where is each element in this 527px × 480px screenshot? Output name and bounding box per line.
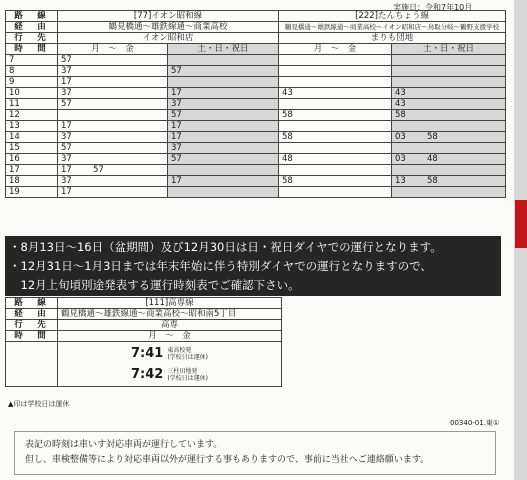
right-holiday-minutes: [392, 176, 506, 187]
right-weekday-header: 月 ～ 金: [279, 44, 392, 55]
hour-row: [6, 77, 506, 88]
right-weekday-minutes: [279, 165, 392, 176]
departure-minute: 48: [282, 154, 293, 164]
hour-row: [6, 110, 506, 121]
hour-row: [6, 66, 506, 77]
kosen-dest-label: 行 先: [6, 320, 58, 331]
kosen-trip-note-origin: 東高校発: [167, 346, 192, 354]
hour-cell: 11: [6, 99, 58, 110]
kosen-trips: [58, 342, 282, 387]
right-weekday-minutes: [279, 176, 392, 187]
left-weekday-minutes: [58, 187, 168, 198]
departure-minute: 17: [171, 121, 182, 131]
main-timetable: [5, 10, 506, 198]
kosen-trip: [61, 364, 278, 385]
departure-minute: 57: [61, 55, 72, 65]
hour-cell: 9: [6, 77, 58, 88]
left-weekday-minutes: [58, 77, 168, 88]
time-label: 時 間: [6, 44, 58, 55]
kosen-timetable: [5, 297, 282, 387]
departure-minute: 43: [282, 88, 293, 98]
departure-minute: 13: [395, 176, 406, 186]
route-right-name: [222]たんちょう線: [279, 11, 506, 22]
effective-date: 実施日：令和7年10月: [393, 3, 473, 12]
hour-row: [6, 132, 506, 143]
hour-row: [6, 187, 506, 198]
departure-minute: 17: [61, 187, 72, 197]
right-holiday-minutes: [392, 154, 506, 165]
hour-cell: 12: [6, 110, 58, 121]
kosen-trip-note: [167, 368, 208, 382]
right-weekday-minutes: [279, 110, 392, 121]
right-weekday-minutes: [279, 143, 392, 154]
departure-minute: 37: [61, 88, 72, 98]
kosen-trip-note-origin: 三柱田地発: [167, 367, 198, 375]
route-left-name: [77]イオン昭和線: [58, 11, 279, 22]
kosen-dest: 高専: [58, 320, 282, 331]
right-weekday-minutes: [279, 187, 392, 198]
hour-row: [6, 88, 506, 99]
kosen-trip-time: 7:41: [130, 345, 164, 361]
departure-minute: 57: [171, 66, 182, 76]
route-left-dest: イオン昭和店: [58, 33, 279, 44]
kosen-trip-time: 7:42: [130, 366, 164, 382]
right-holiday-minutes: [392, 66, 506, 77]
kosen-trip-note-suspend: (学校日は運休): [167, 374, 209, 382]
right-holiday-minutes: [392, 77, 506, 88]
kosen-time-label: 時 間: [6, 331, 58, 342]
departure-minute: 57: [61, 99, 72, 109]
departure-minute: 43: [395, 88, 406, 98]
right-holiday-minutes: [392, 121, 506, 132]
left-holiday-minutes: [168, 165, 279, 176]
notice-line-2: ・12月31日～1月3日までは年末年始に伴う特別ダイヤでの運行となりますので、: [9, 259, 432, 273]
hour-cell: 7: [6, 55, 58, 66]
left-weekday-minutes: [58, 154, 168, 165]
hour-cell: 16: [6, 154, 58, 165]
notice-line-1: ・8月13日～16日（盆期間）及び12月30日は日・祝日ダイヤでの運行となります。: [9, 240, 442, 254]
departure-minute: 37: [61, 154, 72, 164]
kosen-trip-note: [167, 347, 208, 361]
departure-minute: 58: [282, 132, 293, 142]
left-holiday-minutes: [168, 88, 279, 99]
left-holiday-minutes: [168, 176, 279, 187]
hour-row: [6, 99, 506, 110]
departure-minute: 17: [171, 88, 182, 98]
left-weekday-minutes: [58, 99, 168, 110]
left-weekday-header: 月 ～ 金: [58, 44, 168, 55]
right-weekday-minutes: [279, 55, 392, 66]
departure-minute: 17: [61, 77, 72, 87]
right-holiday-minutes: [392, 88, 506, 99]
left-weekday-minutes: [58, 132, 168, 143]
left-weekday-minutes: [58, 55, 168, 66]
departure-minute: 17: [61, 121, 72, 131]
left-holiday-minutes: [168, 110, 279, 121]
kosen-trip-note-suspend: (学校日は運休): [167, 353, 209, 361]
right-holiday-minutes: [392, 132, 506, 143]
kosen-day-row: [6, 331, 282, 342]
left-holiday-header: 土・日・祝日: [168, 44, 279, 55]
notes-line-2: 但し、車検整備等により対応車両以外が運行する事もありますので、事前に当社へご連絡願います。: [25, 455, 430, 465]
right-holiday-minutes: [392, 99, 506, 110]
departure-minute: 58: [395, 110, 406, 120]
route-left-via: 鶴見橋通～雄鉄線通～商業高校: [58, 22, 279, 33]
wheelchair-notes: [14, 431, 496, 475]
left-weekday-minutes: [58, 121, 168, 132]
kosen-trips-row: [6, 342, 282, 387]
left-weekday-minutes: [58, 165, 168, 176]
departure-minute: 57: [171, 154, 182, 164]
dest-row: [6, 33, 506, 44]
document-code: 00340-01.東①: [450, 419, 500, 427]
departure-minute: 37: [171, 143, 182, 153]
left-weekday-minutes: [58, 88, 168, 99]
right-holiday-minutes: [392, 187, 506, 198]
red-tab: [515, 200, 527, 248]
legend-note: ▲印は学校日は運休: [8, 400, 70, 408]
left-weekday-minutes: [58, 176, 168, 187]
hour-row: [6, 176, 506, 187]
right-weekday-minutes: [279, 77, 392, 88]
departure-minute: 58: [282, 110, 293, 120]
left-holiday-minutes: [168, 99, 279, 110]
kosen-via: 鶴見橋通～雄鉄線通～商業高校～昭和南5丁目: [58, 309, 282, 320]
kosen-trips-spacer: [6, 342, 58, 387]
hour-cell: 13: [6, 121, 58, 132]
kosen-route-row: [6, 298, 282, 309]
left-weekday-minutes: [58, 110, 168, 121]
kosen-trip: [61, 343, 278, 364]
departure-minute: 58: [427, 176, 438, 186]
route-right-via: 鶴見橋通～雄鉄線通～商業高校～イオン昭和店～鳥取分岐～鶴野支援学校: [279, 22, 506, 33]
left-holiday-minutes: [168, 66, 279, 77]
right-holiday-minutes: [392, 165, 506, 176]
right-holiday-minutes: [392, 143, 506, 154]
hour-row: [6, 55, 506, 66]
hour-cell: 8: [6, 66, 58, 77]
departure-minute: 03: [395, 154, 406, 164]
departure-minute: 17: [171, 132, 182, 142]
right-weekday-minutes: [279, 66, 392, 77]
left-weekday-minutes: [58, 66, 168, 77]
hour-cell: 14: [6, 132, 58, 143]
departure-minute: 58: [427, 132, 438, 142]
left-holiday-minutes: [168, 187, 279, 198]
right-holiday-minutes: [392, 55, 506, 66]
left-holiday-minutes: [168, 132, 279, 143]
departure-minute: 03: [395, 132, 406, 142]
departure-minute: 37: [61, 176, 72, 186]
right-weekday-minutes: [279, 132, 392, 143]
route-row: [6, 11, 506, 22]
hour-cell: 10: [6, 88, 58, 99]
kosen-via-label: 経 由: [6, 309, 58, 320]
departure-minute: 43: [395, 99, 406, 109]
hour-cell: 19: [6, 187, 58, 198]
departure-minute: 57: [171, 110, 182, 120]
route-right-dest: まりも団地: [279, 33, 506, 44]
hour-cell: 15: [6, 143, 58, 154]
via-row: [6, 22, 506, 33]
left-weekday-minutes: [58, 143, 168, 154]
departure-minute: 37: [171, 99, 182, 109]
departure-minute: 37: [61, 132, 72, 142]
departure-minute: 17: [61, 165, 72, 175]
kosen-route-name: [111]高専線: [58, 298, 282, 309]
route-label: 路 線: [6, 11, 58, 22]
kosen-weekday-header: 月 ～ 金: [58, 331, 282, 342]
hour-cell: 18: [6, 176, 58, 187]
departure-minute: 17: [171, 176, 182, 186]
left-holiday-minutes: [168, 77, 279, 88]
hour-cell: 17: [6, 165, 58, 176]
right-holiday-minutes: [392, 110, 506, 121]
right-weekday-minutes: [279, 99, 392, 110]
hour-row: [6, 154, 506, 165]
hour-row: [6, 121, 506, 132]
left-holiday-minutes: [168, 154, 279, 165]
holiday-notice: [5, 236, 501, 296]
via-label: 経 由: [6, 22, 58, 33]
notes-line-1: 表記の時刻は車いす対応車両が運行しています。: [25, 440, 223, 450]
left-holiday-minutes: [168, 143, 279, 154]
departure-minute: 37: [61, 66, 72, 76]
departure-minute: 57: [61, 143, 72, 153]
right-weekday-minutes: [279, 121, 392, 132]
departure-minute: 57: [93, 165, 104, 175]
dest-label: 行 先: [6, 33, 58, 44]
right-weekday-minutes: [279, 154, 392, 165]
right-weekday-minutes: [279, 88, 392, 99]
departure-minute: 48: [427, 154, 438, 164]
kosen-via-row: [6, 309, 282, 320]
day-header-row: [6, 44, 506, 55]
left-holiday-minutes: [168, 55, 279, 66]
right-holiday-header: 土・日・祝日: [392, 44, 506, 55]
kosen-dest-row: [6, 320, 282, 331]
left-holiday-minutes: [168, 121, 279, 132]
hour-row: [6, 165, 506, 176]
notice-line-3: 12月上旬頃別途発表する運行時刻表でご確認下さい。: [9, 278, 300, 292]
hour-row: [6, 143, 506, 154]
kosen-route-label: 路 線: [6, 298, 58, 309]
departure-minute: 58: [282, 176, 293, 186]
